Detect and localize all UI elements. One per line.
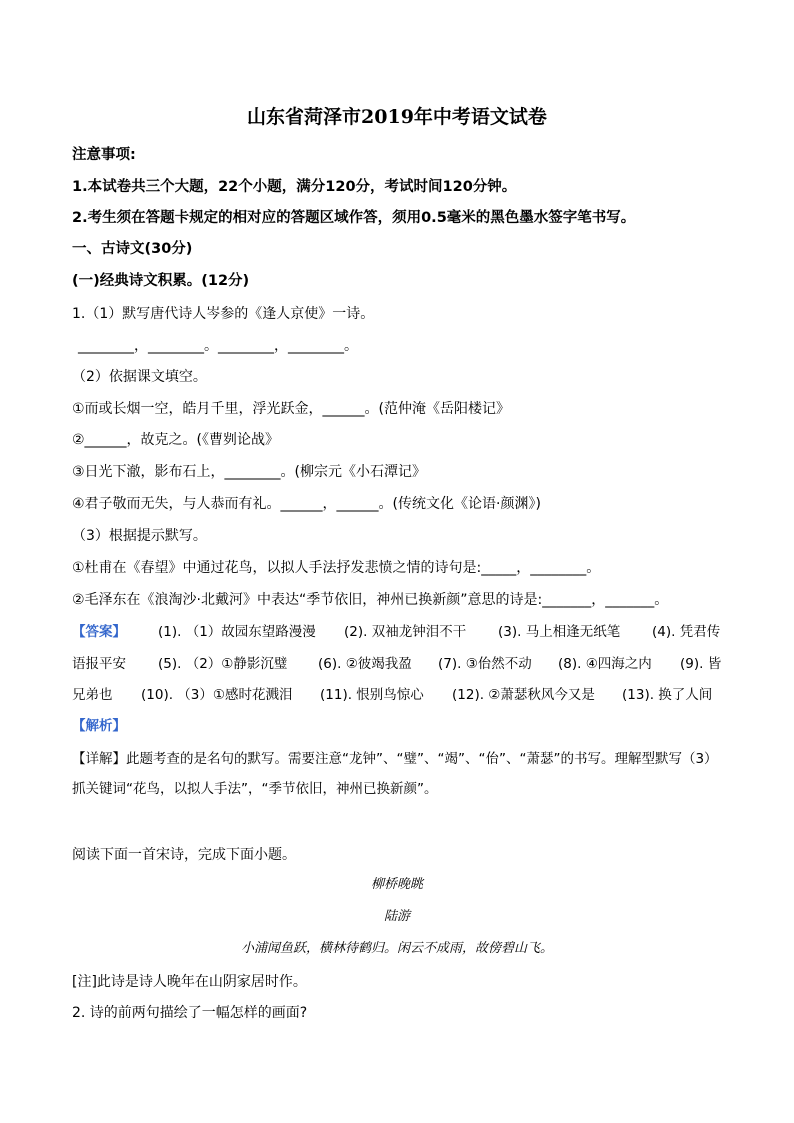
notice-item-1: 1.本试卷共三个大题，22个小题，满分120分，考试时间120分钟。	[72, 179, 517, 195]
page-title: 山东省菏泽市2019年中考语文试卷	[247, 106, 547, 128]
answer-item: (7). ③佁然不动	[438, 656, 532, 672]
answer-item: (1). （1）故园东望路漫漫	[158, 624, 316, 640]
question-1-1-blanks: ________，________。________，________。	[78, 338, 358, 354]
subsection-heading: (一)经典诗文积累。(12分)	[72, 273, 250, 289]
answer-item: (12). ②萧瑟秋风今又是	[452, 687, 595, 703]
detail-text-1: 【详解】此题考查的是名句的默写。需要注意“龙钟”、“璧”、“竭”、“佁”、“萧瑟”的书写。理解型默写（3）	[72, 751, 718, 767]
question-1-1: 1.（1）默写唐代诗人岑参的《逢人京使》一诗。	[72, 306, 375, 322]
question-1-2-c: ③日光下澈，影布石上，________。(柳宗元《小石潭记》	[72, 464, 427, 480]
answer-label: 【答案】	[72, 624, 126, 640]
answer-item: (10). （3）①感时花溅泪	[141, 687, 293, 703]
question-1-2-b: ②______，故克之。(《曹刿论战》	[72, 432, 280, 448]
answer-item: 语报平安	[72, 656, 126, 672]
poem-text: 小浦闻鱼跃，横林待鹤归。闲云不成雨，故傍碧山飞。	[240, 941, 553, 956]
answer-item: (8). ④四海之内	[558, 656, 652, 672]
answer-item: (4). 凭君传	[652, 624, 721, 640]
poem-author: 陆游	[383, 909, 410, 924]
question-1-2: （2）依据课文填空。	[72, 369, 207, 385]
poem-title: 柳桥晚眺	[370, 877, 423, 892]
poem-note: [注]此诗是诗人晚年在山阴家居时作。	[72, 974, 307, 990]
answer-item: (2). 双袖龙钟泪不干	[344, 624, 467, 640]
answer-item: (3). 马上相逢无纸笔	[498, 624, 621, 640]
section-heading: 一、古诗文(30分)	[72, 241, 193, 257]
reading-intro: 阅读下面一首宋诗，完成下面小题。	[72, 847, 296, 863]
question-1-2-d: ④君子敬而无失，与人恭而有礼。______，______。(传统文化《论语·颜渊》)	[72, 496, 541, 512]
question-1-3-b: ②毛泽东在《浪淘沙·北戴河》中表达“季节依旧，神州已换新颜”意思的诗是:_______，_______。	[72, 592, 669, 608]
question-2: 2. 诗的前两句描绘了一幅怎样的画面?	[72, 1005, 308, 1021]
question-1-3-a: ①杜甫在《春望》中通过花鸟，以拟人手法抒发悲愤之情的诗句是:_____，________。	[72, 560, 601, 576]
answer-item: (9). 皆	[680, 656, 722, 672]
answer-item: (5). （2）①静影沉璧	[158, 656, 288, 672]
question-1-3: （3）根据提示默写。	[72, 528, 207, 544]
detail-text-2: 抓关键词“花鸟，以拟人手法”，“季节依旧，神州已换新颜”。	[72, 781, 438, 797]
answer-item: (13). 换了人间	[622, 687, 713, 703]
answer-item: (11). 恨别鸟惊心	[320, 687, 424, 703]
answer-item: 兄弟也	[72, 687, 113, 703]
notice-item-2: 2.考生须在答题卡规定的相对应的答题区域作答，须用0.5毫米的黑色墨水签字笔书写。	[72, 210, 636, 226]
analysis-label: 【解析】	[72, 718, 126, 734]
question-1-2-a: ①而或长烟一空，皓月千里，浮光跃金，______。(范仲淹《岳阳楼记》	[72, 401, 511, 417]
notice-heading: 注意事项:	[72, 147, 136, 163]
answer-item: (6). ②彼竭我盈	[318, 656, 412, 672]
